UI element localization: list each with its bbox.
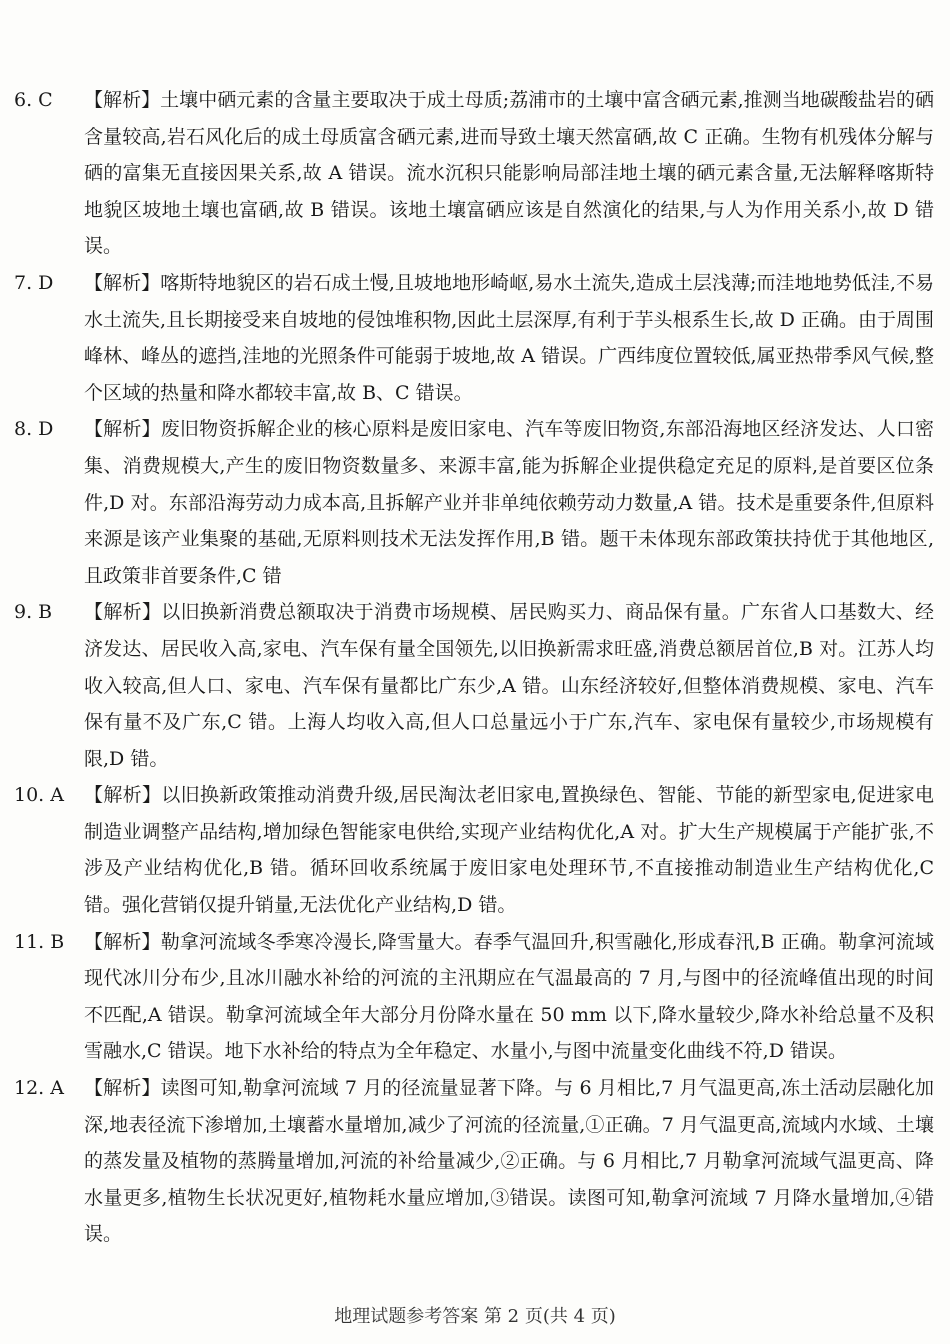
question-number: 8. D <box>14 418 54 441</box>
question-number: 6. C <box>14 89 53 111</box>
explanation-text: 【解析】废旧物资拆解企业的核心原料是废旧家电、汽车等废旧物资,东部沿海地区经济发达、人口密集、消费规模大,产生的废旧物资数量多、来源丰富,能为拆解企业提供稳定充足的原料,是首要区位条件,D 对。东部沿海劳动力成本高,且拆解产业并非单纯依赖劳动力数量,A 错。技术是重要条件,但原料来源是该产业集聚的基础,无原料则技术无法发挥作用,B 错。题干未体现东部政策扶持优于其他地区,且政策非首要条件,C 错 <box>84 418 934 587</box>
footer-text: 地理试题参考答案 第 2 页(共 4 页) <box>334 1306 616 1327</box>
explanation-text: 【解析】以旧换新消费总额取决于消费市场规模、居民购买力、商品保有量。广东省人口基数大、经济发达、居民收入高,家电、汽车保有量全国领先,以旧换新需求旺盛,消费总额居首位,B 对。江苏人均收入较高,但人口、家电、汽车保有量都比广东少,A 错。山东经济较好,但整体消费规模、家电、汽车保有量不及广东,C 错。上海人均收入高,但人口总量远小于广东,汽车、家电保有量较少,市场规模有限,D 错。 <box>84 601 934 770</box>
explanation-text: 【解析】勒拿河流域冬季寒冷漫长,降雪量大。春季气温回升,积雪融化,形成春汛,B 正确。勒拿河流域现代冰川分布少,且冰川融水补给的河流的主汛期应在气温最高的 7 月,与图中的径流峰值出现的时间不匹配,A 错误。勒拿河流域全年大部分月份降水量在 50 mm 以下,降水量较少,降水补给总量不及积雪融水,C 错误。地下水补给的特点为全年稳定、水量小,与图中流量变化曲线不符,D 错误。 <box>84 930 934 1063</box>
question-number: 12. A <box>14 1077 64 1100</box>
answer-item-6 <box>14 82 934 265</box>
question-number: 10. A <box>14 784 64 807</box>
explanation-text: 【解析】以旧换新政策推动消费升级,居民淘汰老旧家电,置换绿色、智能、节能的新型家电,促进家电制造业调整产品结构,增加绿色智能家电供给,实现产业结构优化,A 对。扩大生产规模属于产能扩张,不涉及产业结构优化,B 错。循环回收系统属于废旧家电处理环节,不直接推动制造业生产结构优化,C 错。强化营销仅提升销量,无法优化产业结构,D 错。 <box>84 784 934 917</box>
question-number: 11. B <box>14 930 65 953</box>
page-footer <box>0 1300 950 1344</box>
answer-item-8 <box>14 411 934 594</box>
answer-item-10 <box>14 777 934 923</box>
explanation-text: 【解析】读图可知,勒拿河流域 7 月的径流量显著下降。与 6 月相比,7 月气温更高,冻土活动层融化加深,地表径流下渗增加,土壤蓄水量增加,减少了河流的径流量,①正确。7 月气温更高,流域内水域、土壤的蒸发量及植物的蒸腾量增加,河流的补给量减少,②正确。与 6 月相比,7 月勒拿河流域气温更高、降水量更多,植物生长状况更好,植物耗水量应增加,③错误。读图可知,勒拿河流域 7 月降水量增加,④错误。 <box>84 1077 934 1246</box>
explanation-text: 【解析】喀斯特地貌区的岩石成土慢,且坡地地形崎岖,易水土流失,造成土层浅薄;而洼地地势低洼,不易水土流失,且长期接受来自坡地的侵蚀堆积物,因此土层深厚,有利于芋头根系生长,故 D 正确。由于周围峰林、峰丛的遮挡,洼地的光照条件可能弱于坡地,故 A 错误。广西纬度位置较低,属亚热带季风气候,整个区域的热量和降水都较丰富,故 B、C 错误。 <box>84 271 934 404</box>
answer-page <box>14 82 934 1253</box>
answer-item-9 <box>14 594 934 777</box>
answer-item-7 <box>14 265 934 411</box>
answer-item-11 <box>14 924 934 1070</box>
question-number: 7. D <box>14 271 54 294</box>
explanation-text: 【解析】土壤中硒元素的含量主要取决于成土母质;荔浦市的土壤中富含硒元素,推测当地碳酸盐岩的硒含量较高,岩石风化后的成土母质富含硒元素,进而导致土壤天然富硒,故 C 正确。生物有机残体分解与硒的富集无直接因果关系,故 A 错误。流水沉积只能影响局部洼地土壤的硒元素含量,无法解释喀斯特地貌区坡地土壤也富硒,故 B 错误。该地土壤富硒应该是自然演化的结果,与人为作用关系小,故 D 错误。 <box>84 89 934 258</box>
question-number: 9. B <box>14 601 53 624</box>
answer-item-12 <box>14 1070 934 1253</box>
